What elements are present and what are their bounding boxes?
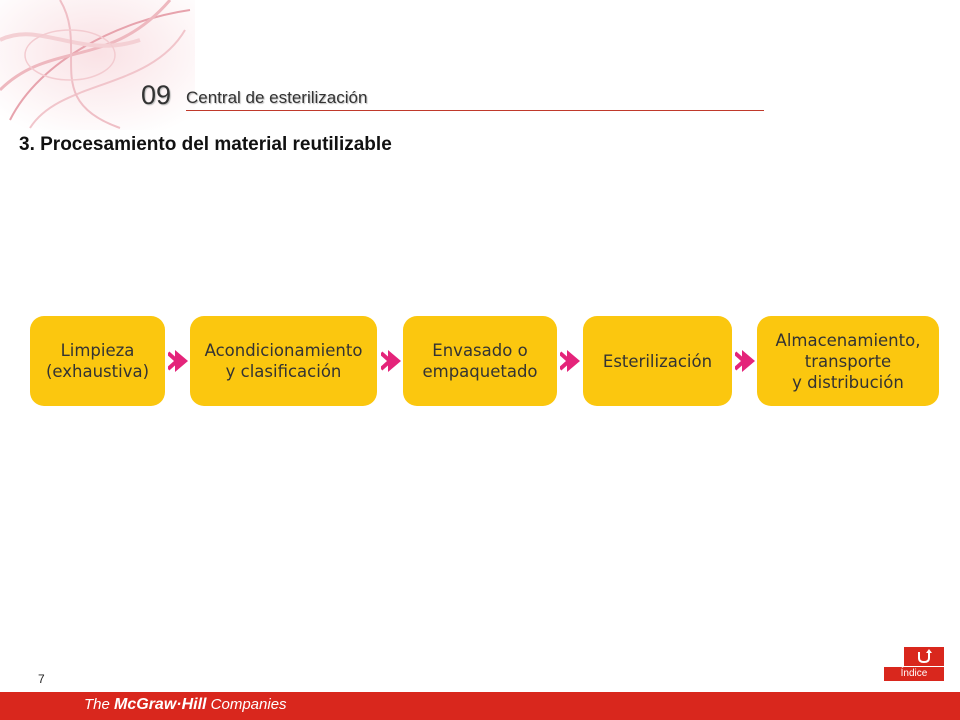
footer-bar: [0, 692, 960, 720]
flow-step-limpieza: Limpieza (exhaustiva): [30, 316, 165, 406]
title-divider: [186, 110, 764, 111]
flow-step-acondicionamiento: Acondicionamiento y clasificación: [190, 316, 377, 406]
flow-arrow-icon: [560, 347, 580, 375]
flow-arrow-icon: [168, 347, 188, 375]
page-number: 7: [38, 672, 45, 686]
section-heading: 3. Procesamiento del material reutilizable: [19, 134, 392, 155]
chapter-title: Central de esterilización: [186, 88, 368, 107]
flow-arrow-icon: [735, 347, 755, 375]
index-label: Índice: [884, 667, 944, 681]
flow-step-envasado: Envasado o empaquetado: [403, 316, 557, 406]
index-button[interactable]: [884, 647, 944, 683]
chapter-number: 09: [141, 80, 172, 110]
u-turn-icon: [904, 647, 944, 666]
flow-step-almacenamiento: Almacenamiento, transporte y distribución: [757, 316, 939, 406]
logo-suffix: Companies: [210, 696, 287, 713]
flow-step-esterilizacion: Esterilización: [583, 316, 732, 406]
logo-prefix: The: [84, 696, 110, 713]
logo-name: McGraw·Hill: [114, 696, 207, 713]
flow-arrow-icon: [381, 347, 401, 375]
publisher-logo: [84, 696, 287, 714]
